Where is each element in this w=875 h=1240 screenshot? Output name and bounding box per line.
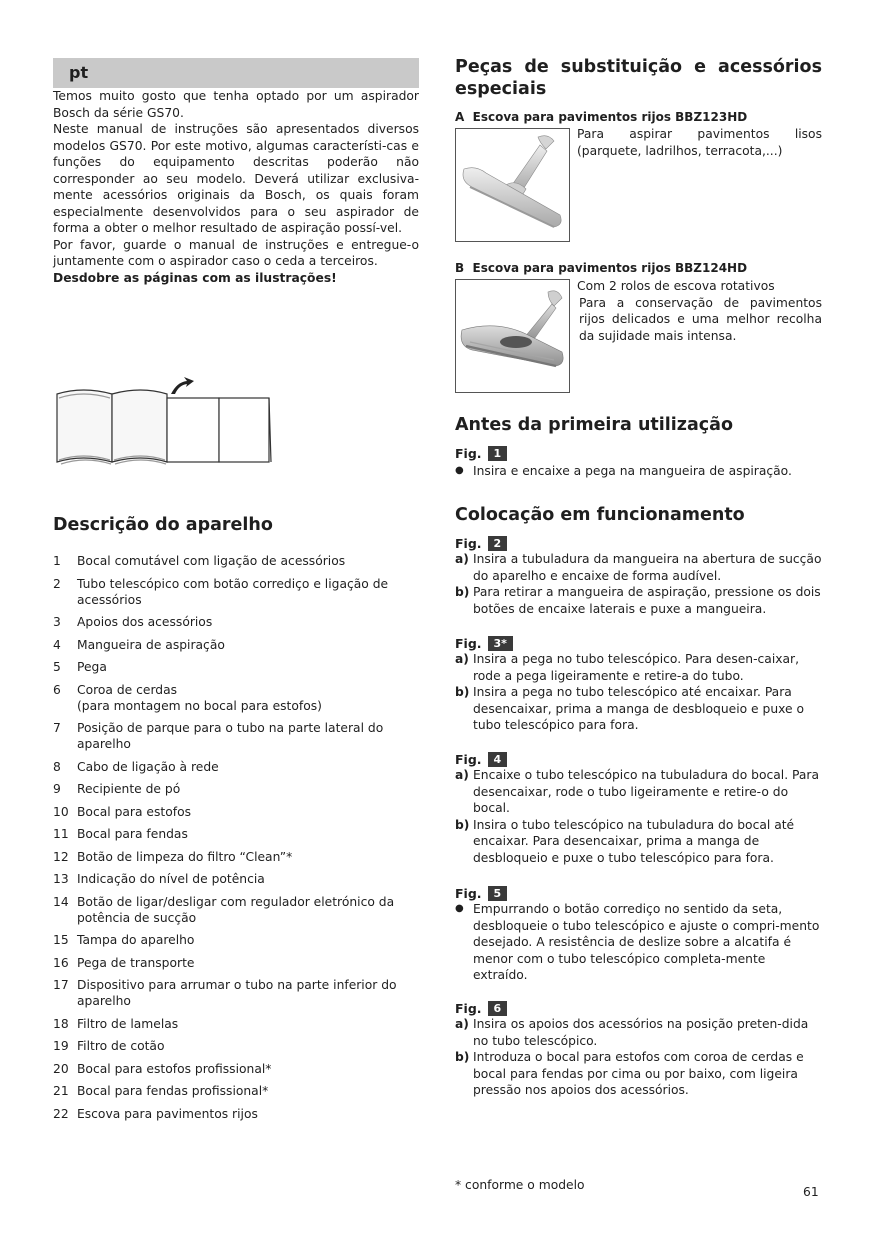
list-item: [53, 871, 419, 887]
accessory-b-name: Escova para pavimentos rijos BBZ124HD: [472, 261, 748, 275]
unfold-pages-illustration: [53, 376, 283, 471]
accessory-a-heading: [455, 110, 822, 124]
item-text: Bocal para estofos: [77, 804, 191, 819]
step-text: Insira a pega no tubo telescópico. Para desen-caixar, rode a pega ligeiramente e retire-a do tubo.: [473, 652, 800, 683]
item-number: 2: [53, 576, 61, 591]
accessory-b-text-2: Para a conservação de pavimentos rijos delicados e uma melhor recolha da sujidade mais intensa.: [579, 295, 822, 343]
list-item: [53, 932, 419, 948]
step-marker: a): [455, 1017, 469, 1031]
footnote: * conforme o modelo: [455, 1178, 585, 1192]
item-text: Posição de parque para o tubo na parte lateral do aparelho: [77, 721, 384, 751]
item-text: Botão de ligar/desligar com regulador eletrónico da potência de sucção: [77, 894, 395, 925]
fig-3-label: [455, 636, 822, 651]
accessory-a-name: Escova para pavimentos rijos BBZ123HD: [472, 110, 748, 124]
fig-1-block: [455, 446, 822, 480]
fig-3-step-a: [455, 651, 822, 684]
item-number: 11: [53, 827, 69, 841]
accessories-title: [455, 56, 822, 100]
accessory-b-letter: B: [455, 261, 465, 275]
fig-number-badge: 4: [488, 752, 508, 767]
fig-6-step-b: [455, 1049, 822, 1099]
item-text: Bocal para fendas: [77, 827, 188, 841]
bullet-marker: ●: [455, 465, 464, 476]
fig-number-badge: 6: [488, 1001, 508, 1016]
step-text: Insira o tubo telescópico na tubuladura do bocal até encaixar. Para desencaixar, prima a manga de desbloqueio e puxe o tubo telescópico para fora.: [473, 817, 795, 865]
step-marker: b): [455, 685, 470, 699]
list-item: [53, 759, 419, 775]
item-text: Botão de limpeza do filtro “Clean”*: [77, 849, 293, 864]
list-item: [53, 637, 419, 653]
list-item: [53, 894, 419, 926]
accessory-a-image: [455, 128, 570, 242]
item-number: 17: [53, 978, 69, 992]
accessory-b-heading: [455, 261, 822, 275]
before-use-title: Antes da primeira utilização: [455, 415, 733, 435]
fig-label-text: Fig.: [455, 1001, 482, 1016]
step-marker: a): [455, 552, 469, 566]
item-number: 14: [53, 894, 69, 909]
list-item: [53, 955, 419, 971]
fig-number-badge: 5: [488, 886, 508, 901]
list-item: [53, 1016, 419, 1032]
fig-2-step-b: [455, 584, 822, 617]
item-number: 15: [53, 933, 69, 947]
step-marker: a): [455, 652, 469, 666]
fig-1-label: [455, 446, 822, 461]
unfold-instruction: Desdobre as páginas com as ilustrações!: [53, 270, 337, 285]
step-marker: b): [455, 1050, 470, 1064]
operation-title: Colocação em funcionamento: [455, 505, 745, 525]
left-column: [53, 58, 419, 1121]
item-number: 1: [53, 554, 61, 568]
item-text: Mangueira de aspiração: [77, 637, 225, 652]
item-number: 10: [53, 804, 69, 819]
item-text: Recipiente de pó: [77, 782, 181, 796]
step-text: Encaixe o tubo telescópico na tubuladura do bocal. Para desencaixar, rode o tubo ligeiramente e retire-o do bocal.: [473, 768, 819, 815]
fig-6-block: [455, 1001, 822, 1099]
item-number: 7: [53, 721, 61, 735]
accessory-a-letter: A: [455, 110, 465, 124]
fig-4-label: [455, 752, 822, 767]
fig-3-step-b: [455, 684, 822, 734]
intro-paragraph-2: Por favor, guarde o manual de instruções e entregue-o juntamente com o aspirador caso o ceda a terceiros.: [53, 237, 419, 268]
item-number: 6: [53, 682, 61, 697]
fig-label-text: Fig.: [455, 446, 482, 461]
fig-2-block: [455, 536, 822, 617]
list-item: [53, 682, 419, 714]
accessory-a-description: Para aspirar pavimentos lisos (parquete, ladrilhos, terracota,...): [577, 127, 822, 158]
item-number: 18: [53, 1016, 69, 1031]
item-number: 4: [53, 637, 61, 652]
step-text: Insira a tubuladura da mangueira na abertura de sucção do aparelho e encaixe de forma audível.: [473, 552, 822, 583]
item-number: 21: [53, 1084, 69, 1098]
list-item: [53, 1083, 419, 1099]
list-item: [53, 614, 419, 630]
page-number: 61: [803, 1185, 819, 1199]
accessory-b-text-1: Com 2 rolos de escova rotativos: [577, 279, 775, 293]
item-number: 16: [53, 955, 69, 970]
list-item: [53, 804, 419, 820]
fig-2-label: [455, 536, 822, 551]
item-text: Escova para pavimentos rijos: [77, 1106, 258, 1121]
fig-3-block: [455, 636, 822, 734]
fig-1-step: [455, 463, 822, 480]
list-item: [53, 659, 419, 675]
item-text: Dispositivo para arrumar o tubo na parte inferior do aparelho: [77, 978, 397, 1008]
item-text: Pega de transporte: [77, 955, 195, 970]
step-marker: b): [455, 817, 470, 832]
item-text: Bocal para fendas profissional*: [77, 1084, 269, 1098]
item-text: Tubo telescópico com botão corrediço e ligação de acessórios: [77, 576, 389, 607]
fig-label-text: Fig.: [455, 536, 482, 551]
list-item: [53, 849, 419, 865]
fig-number-badge: 3*: [488, 636, 513, 651]
fig-6-step-a: [455, 1016, 822, 1049]
accessories-title-line-2: especiais: [455, 79, 547, 99]
list-item: [53, 826, 419, 842]
hard-floor-brush-a-illustration: [456, 129, 569, 241]
list-item: [53, 1061, 419, 1077]
hard-floor-brush-b-illustration: [456, 280, 569, 392]
item-text: Filtro de lamelas: [77, 1016, 179, 1031]
item-number: 13: [53, 872, 69, 886]
item-number: 3: [53, 615, 61, 629]
fig-4-step-b: [455, 817, 822, 867]
step-marker: b): [455, 585, 470, 599]
accessory-b-image: [455, 279, 570, 393]
item-text: Cabo de ligação à rede: [77, 759, 219, 774]
item-text: Coroa de cerdas (para montagem no bocal para estofos): [77, 682, 322, 713]
step-marker: a): [455, 768, 469, 782]
step-text: Introduza o bocal para estofos com coroa de cerdas e bocal para fendas por cima ou por baixo, com ligeira pressão nos apoios dos acessórios.: [473, 1050, 804, 1097]
step-text: Insira a pega no tubo telescópico até encaixar. Para desencaixar, prima a manga de desbloqueio e puxe o tubo telescópico para fora.: [473, 685, 805, 732]
fig-number-badge: 2: [488, 536, 508, 551]
language-bar: pt: [53, 58, 419, 88]
step-text: Insira e encaixe a pega na mangueira de aspiração.: [473, 464, 792, 478]
list-item: [53, 720, 419, 752]
list-item: [53, 781, 419, 797]
parts-list: [53, 553, 419, 1128]
item-number: 9: [53, 782, 61, 796]
fig-4-step-a: [455, 767, 822, 817]
item-text: Indicação do nível de potência: [77, 872, 265, 886]
right-column: [455, 56, 822, 1176]
accessory-b: [455, 261, 822, 401]
fig-5-block: [455, 886, 822, 984]
fig-label-text: Fig.: [455, 752, 482, 767]
item-text: Tampa do aparelho: [77, 933, 195, 947]
list-item: [53, 553, 419, 569]
step-text: Para retirar a mangueira de aspiração, pressione os dois botões de encaixe laterais e puxe a mangueira.: [473, 585, 821, 616]
step-text: Empurrando o botão corrediço no sentido da seta, desbloqueie o tubo telescópico e ajuste o compri-mento desejado. A resistência de deslize sobre a alcatifa é menor com o tubo telescópico completa-mente extraído.: [473, 902, 820, 982]
accessory-b-description: [577, 278, 822, 344]
item-number: 22: [53, 1106, 69, 1121]
list-item: [53, 977, 419, 1009]
list-item: [53, 1106, 419, 1122]
intro-paragraph-1: Temos muito gosto que tenha optado por um aspirador Bosch da série GS70. Neste manual de instruções são apresentados diversos modelos GS70. Por este motivo, algumas característi-cas e funções do equipamento descritas poderão não corresponder ao seu modelo. Deverá utilizar exclusiva-mente acessórios originais da Bosch, os quais foram especialmente desenvolvidos para o seu aspirador de forma a obter o melhor resultado de aspiração possí-vel.: [53, 89, 419, 235]
fig-number-badge: 1: [488, 446, 508, 461]
item-number: 12: [53, 849, 69, 864]
item-text: Filtro de cotão: [77, 1039, 165, 1053]
step-text: Insira os apoios dos acessórios na posição preten-dida no tubo telescópico.: [473, 1017, 809, 1048]
item-text: Apoios dos acessórios: [77, 615, 213, 629]
bullet-marker: ●: [455, 903, 464, 914]
fig-label-text: Fig.: [455, 636, 482, 651]
fig-label-text: Fig.: [455, 886, 482, 901]
item-text: Pega: [77, 660, 107, 674]
item-text: Bocal comutável com ligação de acessórios: [77, 554, 346, 568]
fig-4-block: [455, 752, 822, 866]
item-number: 5: [53, 660, 61, 674]
fig-2-step-a: [455, 551, 822, 584]
accessory-a: [455, 110, 822, 250]
fig-5-label: [455, 886, 822, 901]
description-title: Descrição do aparelho: [53, 515, 273, 535]
fig-6-label: [455, 1001, 822, 1016]
list-item: [53, 1038, 419, 1054]
list-item: [53, 576, 419, 608]
accessories-title-line-1: Peças de substituição e acessórios: [455, 57, 822, 77]
item-number: 20: [53, 1061, 69, 1076]
fig-5-step: [455, 901, 822, 984]
item-number: 19: [53, 1039, 69, 1053]
item-text: Bocal para estofos profissional*: [77, 1061, 272, 1076]
item-number: 8: [53, 759, 61, 774]
